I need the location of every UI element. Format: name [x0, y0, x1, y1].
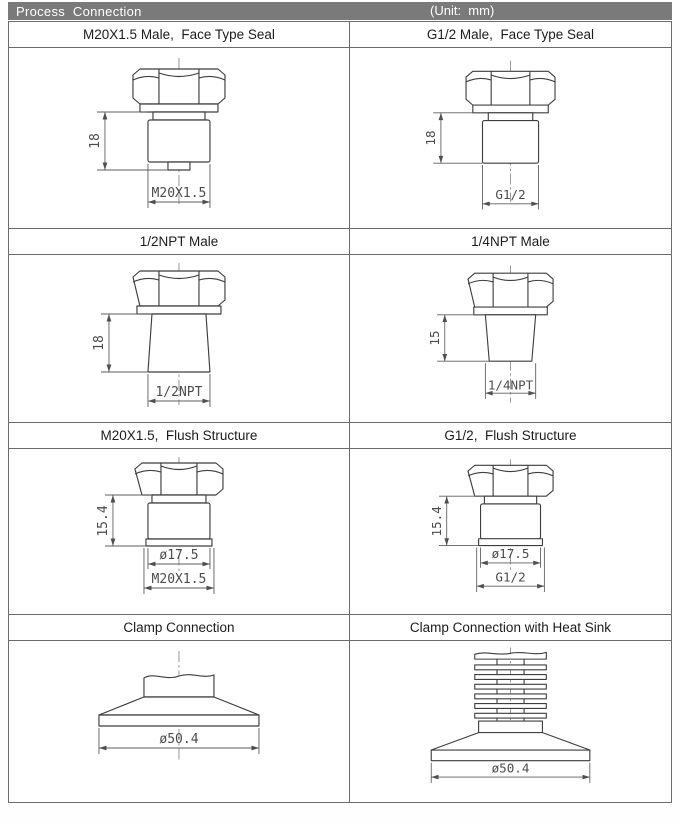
cell-title-m20-face-seal: M20X1.5 Male, Face Type Seal	[83, 27, 275, 42]
m20-flush-figure	[9, 449, 349, 614]
taper-thread-body	[148, 314, 210, 372]
clamp-heatsink-figure	[350, 641, 671, 802]
dim-diameter-label: ø50.4	[491, 760, 530, 776]
dim-height-label: 18	[87, 133, 103, 149]
neck	[152, 495, 206, 503]
m20-face-seal-figure	[9, 48, 349, 228]
clamp-disc	[99, 715, 259, 726]
drawing-m20x15-face-seal	[9, 48, 349, 228]
dim-thread-label: 1/2NPT	[155, 385, 203, 400]
dim-thread-label: M20X1.5	[151, 186, 207, 201]
fin	[475, 713, 547, 718]
thread-body	[480, 504, 540, 539]
top-fin-break-line	[475, 652, 547, 659]
dim-thread-label: G1/2	[495, 186, 526, 202]
drawing-g12-face-seal	[349, 48, 671, 228]
clamp-disc	[431, 750, 590, 761]
flange	[137, 306, 221, 314]
drawing-row-1	[9, 48, 671, 228]
dim-diameter-label: ø17.5	[159, 548, 199, 563]
cell-title-m20-flush: M20X1.5, Flush Structure	[100, 428, 258, 443]
drawing-row-2	[9, 255, 671, 422]
section-header-bar	[8, 2, 672, 20]
drawing-g12-flush	[349, 449, 671, 614]
thread-body	[148, 503, 210, 539]
g12-face-seal-figure	[350, 48, 671, 228]
stub-with-break-line	[144, 675, 214, 697]
thread-body	[482, 121, 538, 164]
fin	[475, 704, 547, 709]
nozzle	[168, 162, 190, 170]
title-row-2	[9, 228, 671, 255]
cell-title-g12-face-seal: G1/2 Male, Face Type Seal	[349, 22, 671, 47]
dim-height-label: 18	[423, 130, 439, 146]
neck	[153, 112, 205, 120]
unit-label: (Unit: mm)	[430, 3, 495, 18]
flange	[140, 104, 218, 112]
flush-lip	[479, 539, 543, 546]
taper-thread-body	[485, 315, 535, 361]
dim-height-label: 15.4	[428, 506, 444, 537]
hex-head	[468, 273, 553, 307]
dim-thread-label: G1/2	[495, 569, 526, 585]
drawing-14npt-male	[349, 255, 671, 422]
fin	[475, 694, 547, 699]
thread-body	[148, 120, 210, 162]
cell-title-g12-flush: G1/2, Flush Structure	[349, 423, 671, 448]
cell-title-14npt: 1/4NPT Male	[349, 229, 671, 254]
dim-thread-label: M20X1.5	[151, 572, 207, 587]
12npt-figure	[9, 255, 349, 422]
neck	[484, 496, 536, 504]
dim-diameter-label: ø17.5	[491, 546, 530, 562]
cell-title-clamp-heatsink: Clamp Connection with Heat Sink	[349, 615, 671, 640]
dim-height-label: 18	[91, 335, 107, 351]
fin	[475, 665, 547, 670]
hex-head	[466, 71, 555, 105]
drawing-m20x15-flush	[9, 449, 349, 614]
drawing-row-3	[9, 449, 671, 614]
cone	[99, 697, 259, 715]
hex-head	[133, 271, 225, 306]
cell-title-clamp: Clamp Connection	[123, 620, 235, 635]
hex-head	[135, 463, 223, 495]
flush-lip	[146, 539, 212, 546]
title-row-4	[9, 614, 671, 641]
dim-height-label: 15.4	[95, 505, 111, 537]
drawing-clamp-connection	[9, 641, 349, 802]
drawing-12npt-male	[9, 255, 349, 422]
neck	[488, 113, 532, 121]
fin	[475, 675, 547, 680]
14npt-figure	[350, 255, 671, 422]
connection-table	[8, 21, 672, 803]
hex-head	[468, 465, 553, 496]
hex-head	[133, 69, 225, 104]
dim-thread-label: 1/4NPT	[487, 377, 534, 393]
stub	[479, 721, 543, 733]
cone	[431, 733, 590, 750]
dim-diameter-label: ø50.4	[159, 732, 199, 747]
title-row-1	[9, 22, 671, 48]
g12-flush-figure	[350, 449, 671, 614]
drawing-clamp-heatsink	[349, 641, 671, 802]
title-row-3	[9, 422, 671, 449]
fin	[475, 684, 547, 689]
cell-title-12npt: 1/2NPT Male	[139, 234, 219, 249]
dim-height-label: 15	[426, 330, 442, 346]
drawing-row-4	[9, 641, 671, 802]
flange	[474, 307, 547, 315]
section-title: Process Connection	[16, 3, 142, 19]
clamp-figure	[9, 641, 349, 802]
flange	[473, 105, 548, 113]
